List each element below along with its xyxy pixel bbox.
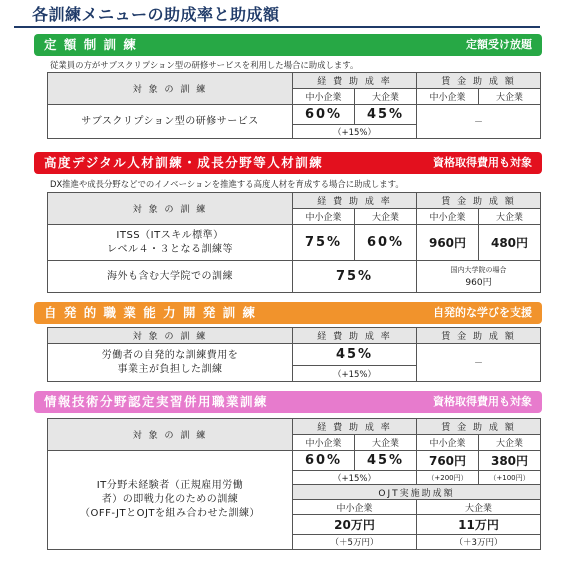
rate-sme: 60%: [293, 451, 355, 471]
header-target: 対 象 の 訓 練: [48, 73, 293, 105]
section-banner-it: [34, 391, 542, 413]
section-banner-digital: [34, 152, 542, 174]
table-digital: [47, 192, 541, 293]
header-target: 対 象 の 訓 練: [48, 419, 293, 451]
header-sme: 中小企業: [417, 89, 479, 105]
wage-large: 380円: [479, 451, 541, 471]
header-cost-rate: 経 費 助 成 率: [293, 193, 417, 209]
ojt-sme-bonus: （＋5万円）: [293, 535, 417, 550]
header-large: 大企業: [355, 209, 417, 225]
section-note: DX推進や成長分野などでのイノベーションを推進する高度人材を育成する場合に助成します。: [50, 179, 404, 189]
wage-large-bonus: （+100円）: [479, 471, 541, 485]
header-large: 大企業: [479, 209, 541, 225]
header-large: 大企業: [479, 435, 541, 451]
wage-value: 960円: [465, 277, 492, 288]
header-sme: 中小企業: [293, 89, 355, 105]
row-label-line: レベル４・３となる訓練等: [107, 243, 233, 255]
header-large: 大企業: [479, 89, 541, 105]
rate-large: 60%: [355, 225, 417, 261]
section-title: 高度デジタル人材訓練・成長分野等人材訓練: [44, 155, 324, 170]
header-sme: 中小企業: [417, 209, 479, 225]
row-label-line: 者）の即戦力化のための訓練: [101, 494, 239, 505]
wage-sme: 760円: [417, 451, 479, 471]
header-cost-rate: 経 費 助 成 率: [293, 73, 417, 89]
rate-graduate: 75%: [293, 261, 417, 293]
row-label-line: 労働者の自発的な訓練費用を: [101, 349, 239, 361]
header-sme: 中小企業: [293, 209, 355, 225]
rate-value: 45%: [293, 344, 417, 366]
rate-large: 45%: [355, 105, 417, 125]
ojt-sme: 20万円: [293, 515, 417, 535]
section-title: 情報技術分野認定実習併用職業訓練: [44, 394, 269, 409]
row-label-line: 事業主が負担した訓練: [117, 363, 223, 375]
ojt-large: 11万円: [417, 515, 541, 535]
wage-graduate: [417, 261, 541, 293]
wage-sme: 960円: [417, 225, 479, 261]
section-banner-fixed-rate: [34, 34, 542, 56]
header-wage: 賃 金 助 成 額: [417, 193, 541, 209]
header-sme: 中小企業: [293, 500, 417, 515]
section-note: 従業員の方がサブスクリプション型の研修サービスを利用した場合に助成します。: [50, 60, 359, 70]
table-fixed-rate: [47, 72, 541, 139]
page-title: 各訓練メニューの助成率と助成額: [14, 2, 540, 28]
rate-large: 45%: [355, 451, 417, 471]
header-wage: 賃 金 助 成 額: [417, 419, 541, 435]
section-tag: 定額受け放題: [466, 38, 532, 51]
wage-large: 480円: [479, 225, 541, 261]
rate-bonus: （+15%）: [293, 366, 417, 382]
header-cost-rate: 経 費 助 成 率: [293, 328, 417, 344]
header-ojt: OJT実施助成額: [293, 485, 541, 500]
ojt-large-bonus: （＋3万円）: [417, 535, 541, 550]
row-label-line: ITSS（ITスキル標準）: [116, 229, 224, 241]
header-large: 大企業: [355, 435, 417, 451]
row-label: [48, 344, 293, 382]
table-it: [47, 418, 541, 550]
header-large: 大企業: [417, 500, 541, 515]
rate-sme: 75%: [293, 225, 355, 261]
row-label-line: IT分野未経験者（正規雇用労働: [96, 480, 244, 491]
rate-sme: 60%: [293, 105, 355, 125]
header-sme: 中小企業: [417, 435, 479, 451]
header-target: 対 象 の 訓 練: [48, 193, 293, 225]
row-label: [48, 451, 293, 550]
section-title: 自 発 的 職 業 能 力 開 発 訓 練: [44, 305, 257, 320]
header-target: 対 象 の 訓 練: [48, 328, 293, 344]
row-label-itss: [48, 225, 293, 261]
table-voluntary: [47, 327, 541, 382]
header-cost-rate: 経 費 助 成 率: [293, 419, 417, 435]
row-label-graduate: 海外も含む大学院での訓練: [48, 261, 293, 293]
section-tag: 自発的な学びを支援: [433, 306, 532, 319]
rate-bonus: （+15%）: [293, 125, 417, 139]
wage-sme-bonus: （+200円）: [417, 471, 479, 485]
header-sme: 中小企業: [293, 435, 355, 451]
wage-note: 国内大学院の場合: [450, 265, 507, 274]
header-large: 大企業: [355, 89, 417, 105]
wage-value: －: [417, 105, 541, 139]
section-banner-voluntary: [34, 302, 542, 324]
section-title: 定 額 制 訓 練: [44, 37, 138, 52]
section-tag: 資格取得費用も対象: [433, 156, 532, 169]
row-label-line: （OFF-JTとOJTを組み合わせた訓練）: [79, 508, 261, 519]
header-wage: 賃 金 助 成 額: [417, 73, 541, 89]
rate-bonus: （+15%）: [293, 471, 417, 485]
wage-value: －: [417, 344, 541, 382]
row-label: サブスクリプション型の研修サービス: [48, 105, 293, 139]
section-tag: 資格取得費用も対象: [433, 395, 532, 408]
header-wage: 賃 金 助 成 額: [417, 328, 541, 344]
